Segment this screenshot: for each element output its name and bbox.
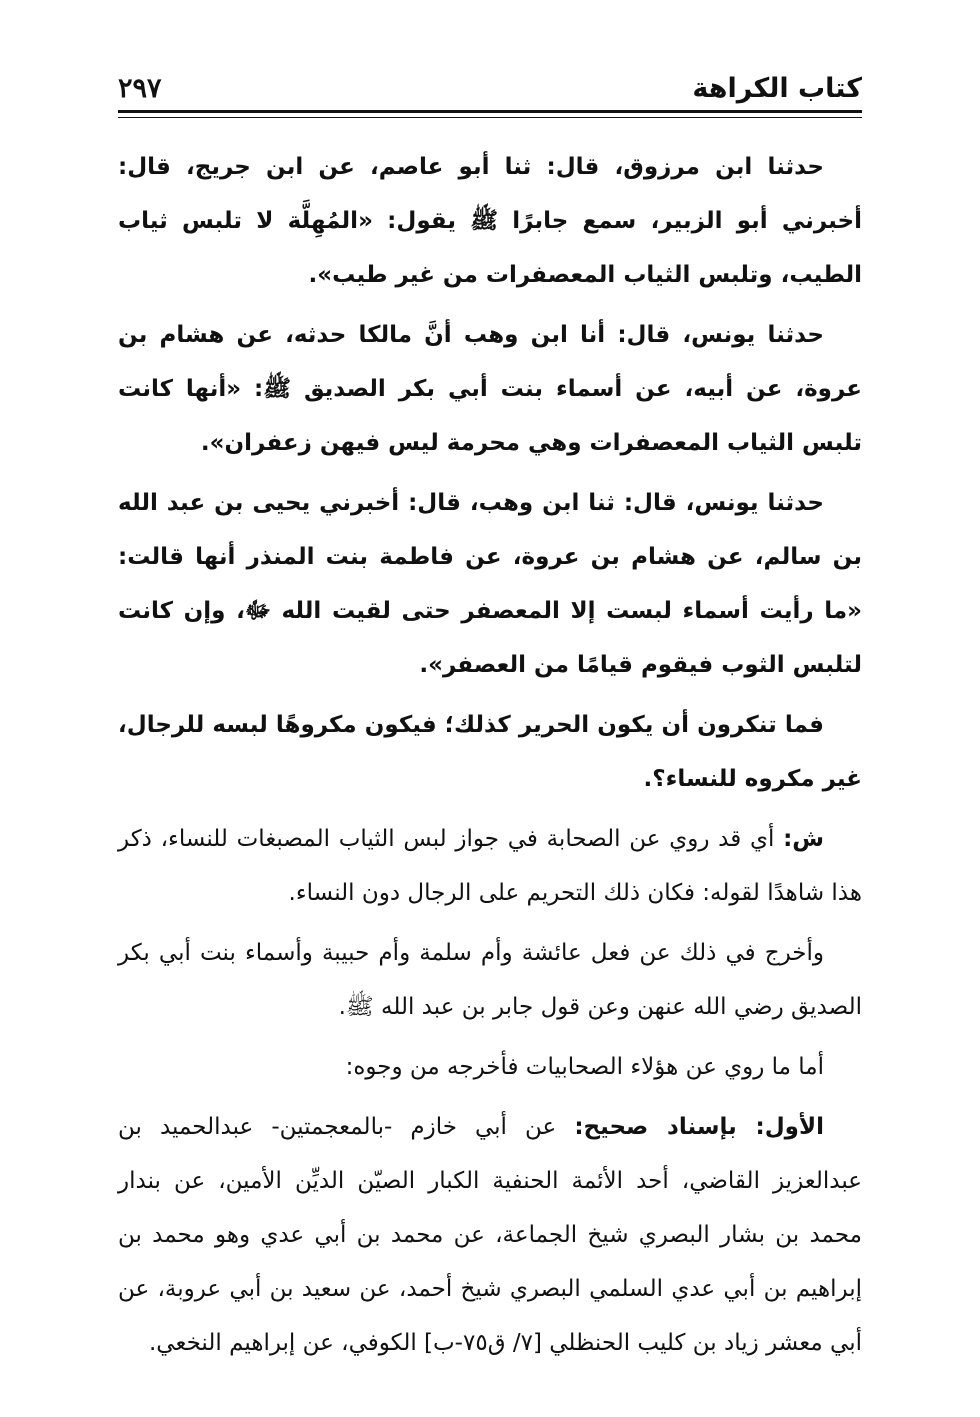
paragraph-text: فما تنكرون أن يكون الحرير كذلك؛ فيكون مكروهًا لبسه للرجال، غير مكروه للنساء؟.: [118, 712, 862, 792]
commentary-marker: ش:: [783, 826, 824, 852]
commentary-paragraph-2: [118, 926, 862, 1034]
hadith-paragraph-2: [118, 308, 862, 470]
header-rule-thick: [118, 110, 862, 113]
book-title: كتاب الكراهة: [692, 73, 862, 104]
page-number: ٢٩٧: [118, 73, 162, 104]
paragraph-text: أي قد روي عن الصحابة في جواز لبس الثياب المصبغات للنساء، ذكر هذا شاهدًا لقوله: فكان ذلك التحريم على الرجال دون النساء.: [118, 826, 862, 906]
page-body: [118, 140, 862, 1370]
section-lead: الأول: بإسناد صحيح:: [574, 1114, 824, 1140]
paragraph-text: عن أبي خازم -بالمعجمتين- عبدالحميد بن عبدالعزيز القاضي، أحد الأئمة الحنفية الكبار الصيّن الديِّن الأمين، عن بندار محمد بن بشار البصري شيخ الجماعة، عن محمد بن أبي عدي وهو محمد بن إبراهيم بن أبي عدي السلمي البصري شيخ أحمد، عن سعيد بن أبي عروبة، عن أبي معشر زياد بن كليب الحنظلي [٧/ ق٧٥-ب] الكوفي، عن إبراهيم النخعي.: [118, 1114, 862, 1356]
paragraph-text: وأخرج في ذلك عن فعل عائشة وأم سلمة وأم حبيبة وأسماء بنت أبي بكر الصديق رضي الله عنهن وعن قول جابر بن عبد الله ﷺ.: [118, 940, 862, 1020]
paragraph-text: حدثنا يونس، قال: أنا ابن وهب أنَّ مالكا حدثه، عن هشام بن عروة، عن أبيه، عن أسماء بنت أبي بكر الصديق ﷺ: «أنها كانت تلبس الثياب المعصفرات وهي محرمة ليس فيهن زعفران».: [118, 322, 862, 456]
hadith-paragraph-3: [118, 476, 862, 692]
header-rule-thin: [118, 117, 862, 118]
paragraph-text: حدثنا ابن مرزوق، قال: ثنا أبو عاصم، عن ابن جريج، قال: أخبرني أبو الزبير، سمع جابرًا ﷺ يقول: «المُهِلَّة لا تلبس ثياب الطيب، وتلبس الثياب المعصفرات من غير طيب».: [118, 154, 862, 288]
page-header: [118, 58, 862, 104]
paragraph-text: حدثنا يونس، قال: ثنا ابن وهب، قال: أخبرني يحيى بن عبد الله بن سالم، عن هشام بن عروة، عن فاطمة بنت المنذر أنها قالت: «ما رأيت أسماء لبست إلا المعصفر حتى لقيت الله ﷻ، وإن كانت لتلبس الثوب فيقوم قيامًا من العصفر».: [118, 490, 862, 678]
question-paragraph: [118, 698, 862, 806]
paragraph-text: أما ما روي عن هؤلاء الصحابيات فأخرجه من وجوه:: [345, 1054, 824, 1080]
hadith-paragraph-1: [118, 140, 862, 302]
commentary-paragraph-3: [118, 1040, 862, 1094]
commentary-paragraph-4: [118, 1100, 862, 1370]
commentary-paragraph-1: [118, 812, 862, 920]
